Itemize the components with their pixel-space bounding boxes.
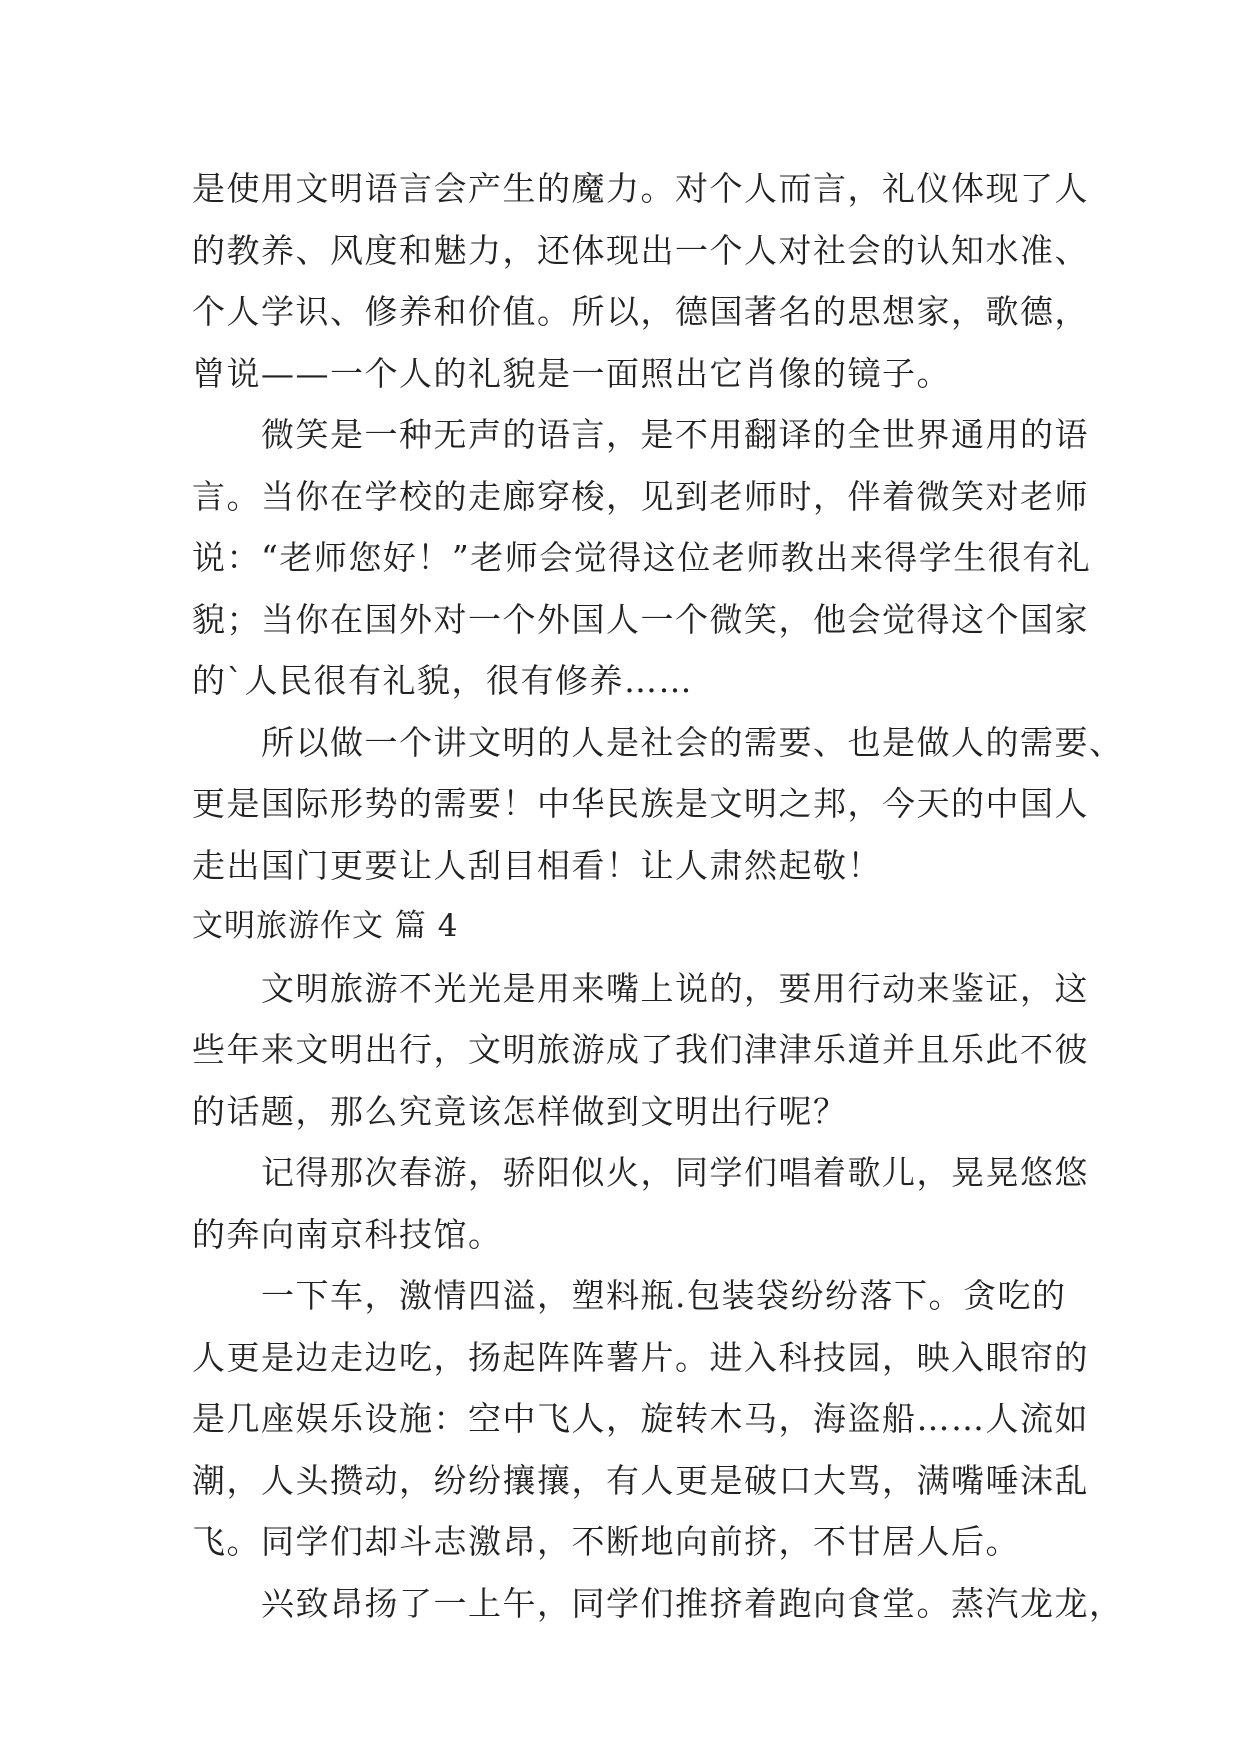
- text-line: 是几座娱乐设施：空中飞人，旋转木马，海盗船……人流如: [192, 1399, 1089, 1438]
- text-line: 更是国际形势的需要！中华民族是文明之邦，今天的中国人: [192, 784, 1089, 823]
- text-line: 些年来文明出行，文明旅游成了我们津津乐道并且乐此不彼: [192, 1030, 1089, 1069]
- document-page: [192, 158, 1124, 1634]
- text-line: 兴致昂扬了一上午，同学们推挤着跑向食堂。蒸汽龙龙，: [192, 1583, 1124, 1623]
- text-line: 走出国门更要让人刮目相看！让人肃然起敬！: [192, 845, 882, 885]
- text-line: 记得那次春游，骄阳似火，同学们唱着歌儿，晃晃悠悠: [192, 1153, 1089, 1192]
- text-line: 微笑是一种无声的语言，是不用翻译的全世界通用的语: [192, 415, 1089, 454]
- text-line: 飞。同学们却斗志激昂，不断地向前挤，不甘居人后。: [192, 1522, 1020, 1561]
- text-line: 貌；当你在国外对一个外国人一个微笑，他会觉得这个国家: [192, 599, 1089, 639]
- text-line: 人更是边走边吃，扬起阵阵薯片。进入科技园，映入眼帘的: [192, 1337, 1089, 1377]
- text-line: 说：“老师您好！”老师会觉得这位老师教出来得学生很有礼: [192, 538, 1092, 577]
- text-line: 个人学识、修养和价值。所以，德国著名的思想家，歌德，: [192, 292, 1089, 331]
- text-line: 的奔向南京科技馆。: [192, 1214, 503, 1254]
- text-line: 是使用文明语言会产生的魔力。对个人而言，礼仪体现了人: [192, 169, 1089, 208]
- section-heading: 文明旅游作文 篇 4: [192, 908, 459, 944]
- text-line: 曾说——一个人的礼貌是一面照出它肖像的镜子。: [192, 353, 951, 393]
- text-line: 的话题，那么究竟该怎样做到文明出行呢？: [192, 1091, 848, 1131]
- text-line: 潮，人头攒动，纷纷攘攘，有人更是破口大骂，满嘴唾沫乱: [192, 1460, 1089, 1500]
- text-line: 所以做一个讲文明的人是社会的需要、也是做人的需要、: [192, 722, 1124, 762]
- text-line: 的教养、风度和魅力，还体现出一个人对社会的认知水准、: [192, 230, 1089, 270]
- text-line: 文明旅游不光光是用来嘴上说的，要用行动来鉴证，这: [192, 968, 1089, 1008]
- text-line: 言。当你在学校的走廊穿梭，见到老师时，伴着微笑对老师: [192, 476, 1089, 516]
- text-line: 的`人民很有礼貌，很有修养……: [192, 661, 693, 700]
- text-line: 一下车，激情四溢，塑料瓶.包装袋纷纷落下。贪吃的: [192, 1276, 1067, 1315]
